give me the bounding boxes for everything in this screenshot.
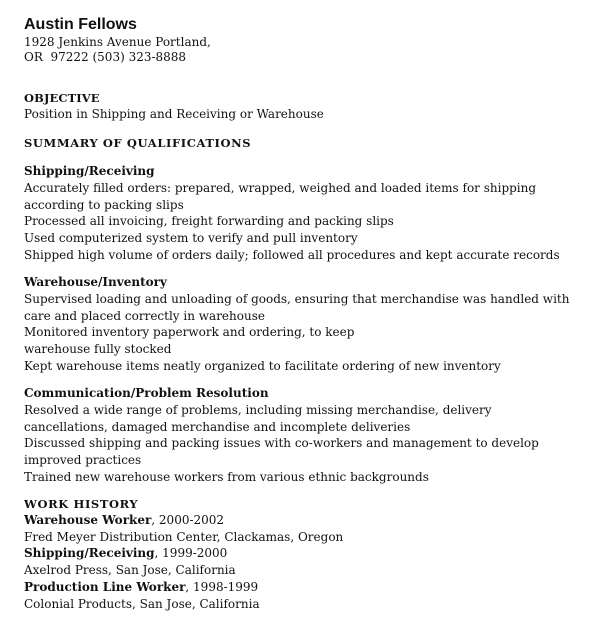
job-employer: Colonial Products, San Jose, California [24, 596, 260, 611]
address-line-2: OR 97222 (503) 323-8888 [24, 50, 187, 64]
spacer [24, 65, 589, 90]
job-employer: Fred Meyer Distribution Center, Clackamas, Oregon [24, 529, 344, 544]
qualification-item: Used computerized system to verify and pull inventory [24, 231, 358, 246]
job-title-line [24, 545, 589, 562]
job-years: , 2000-2002 [151, 512, 225, 527]
applicant-name: Austin Fellows [24, 16, 137, 33]
spacer [24, 151, 589, 163]
spacer [24, 375, 589, 385]
spacer [24, 486, 589, 496]
qualification-item: Trained new warehouse workers from various ethnic backgrounds [24, 469, 429, 484]
work-history-heading: WORK HISTORY [24, 496, 139, 511]
job-title: Shipping/Receiving [24, 546, 155, 561]
job-title-line [24, 512, 589, 529]
job-years: , 1998-1999 [185, 579, 259, 594]
qualification-item: Discussed shipping and packing issues with co-workers and management to develop improved practices [24, 436, 539, 468]
qualification-item: Kept warehouse items neatly organized to facilitate ordering of new inventory [24, 358, 501, 373]
qualification-item: Processed all invoicing, freight forwarding and packing slips [24, 214, 394, 229]
job-title-line [24, 579, 589, 596]
qualification-item: Monitored inventory paperwork and ordering, to keep warehouse fully stocked [24, 325, 355, 357]
resume-page [24, 15, 589, 613]
job-years: , 1999-2000 [154, 546, 228, 561]
job-title: Warehouse Worker [24, 512, 152, 527]
spacer [24, 123, 589, 135]
group-title-warehouse-inventory: Warehouse/Inventory [24, 274, 167, 289]
qualification-item: Resolved a wide range of problems, including missing merchandise, delivery cancellations, damaged merchandise and incomplete deliveries [24, 402, 492, 434]
spacer [24, 264, 589, 274]
group-title-shipping-receiving: Shipping/Receiving [24, 163, 155, 178]
objective-heading: OBJECTIVE [24, 91, 100, 105]
summary-heading: SUMMARY OF QUALIFICATIONS [24, 135, 252, 150]
job-title: Production Line Worker [24, 579, 186, 594]
objective-text: Position in Shipping and Receiving or Warehouse [24, 107, 324, 121]
job-employer: Axelrod Press, San Jose, California [24, 563, 236, 578]
address-line-1: 1928 Jenkins Avenue Portland, [24, 35, 211, 49]
group-title-communication: Communication/Problem Resolution [24, 385, 269, 400]
qualification-item: Accurately filled orders: prepared, wrapped, weighed and loaded items for shipping according to packing slips [24, 180, 537, 212]
qualification-item: Supervised loading and unloading of goods, ensuring that merchandise was handled with care and placed correctly in warehouse [24, 291, 570, 323]
qualification-item: Shipped high volume of orders daily; followed all procedures and kept accurate records [24, 247, 560, 262]
